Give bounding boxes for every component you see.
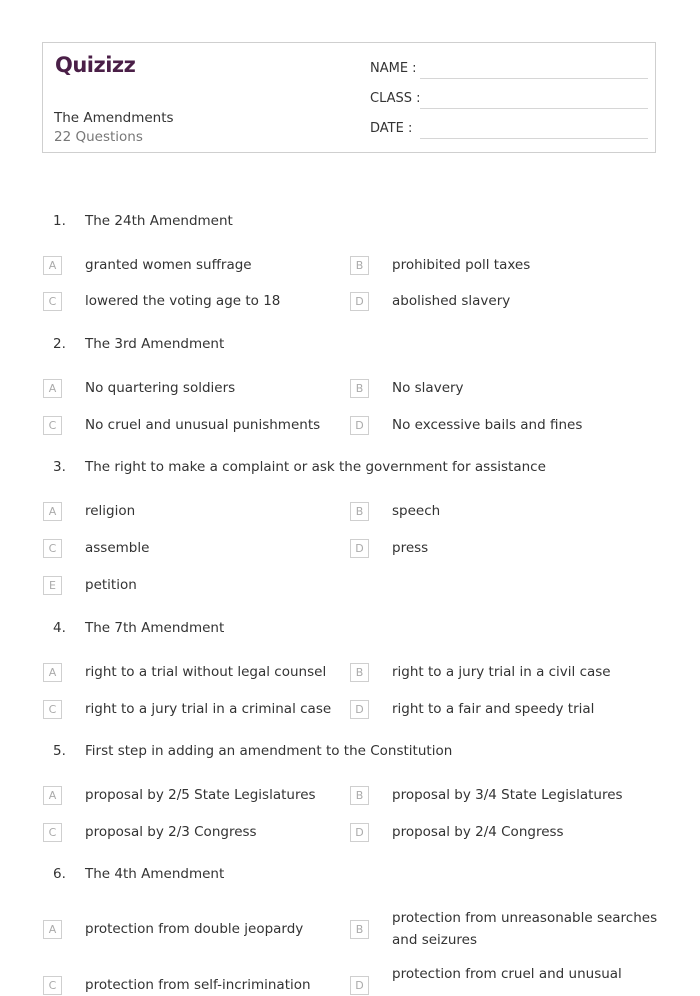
question-1 — [53, 213, 233, 229]
question-text: The 24th Amendment — [85, 213, 233, 229]
option-letter-box: B — [350, 256, 369, 275]
question-count: 22 Questions — [54, 129, 143, 145]
name-line — [420, 78, 648, 79]
option-text: right to a jury trial in a criminal case — [85, 701, 332, 717]
name-label: NAME : — [370, 61, 417, 76]
option-letter-box: B — [350, 920, 369, 939]
name-field[interactable] — [370, 61, 647, 76]
option-text: No slavery — [392, 380, 464, 396]
option-letter-box: D — [350, 976, 369, 995]
question-text: The 4th Amendment — [85, 866, 225, 882]
option-text: protection from unreasonable searches and seizures — [392, 910, 658, 948]
option-text: proposal by 3/4 State Legislatures — [392, 787, 623, 803]
question-number: 3. — [53, 459, 66, 475]
option-text: right to a trial without legal counsel — [85, 664, 327, 680]
option-letter-box: D — [350, 416, 369, 435]
option-letter-box: C — [43, 976, 62, 995]
question-number: 4. — [53, 620, 66, 636]
option-letter-box: A — [43, 256, 62, 275]
option-text: No quartering soldiers — [85, 380, 236, 396]
option-text: proposal by 2/4 Congress — [392, 824, 564, 840]
question-text: The 3rd Amendment — [85, 336, 225, 352]
option-text: speech — [392, 503, 441, 519]
option-letter-box: B — [350, 663, 369, 682]
option-text: No cruel and unusual punishments — [85, 417, 321, 433]
option-letter-box: A — [43, 786, 62, 805]
option-letter-box: D — [350, 292, 369, 311]
option-letter-box: A — [43, 502, 62, 521]
date-label: DATE : — [370, 121, 413, 136]
question-4 — [53, 620, 224, 636]
option-text: religion — [85, 503, 136, 519]
option-text: protection from cruel and unusual — [392, 966, 622, 982]
option-letter-box: D — [350, 700, 369, 719]
option-text: right to a fair and speedy trial — [392, 701, 595, 717]
class-label: CLASS : — [370, 91, 421, 106]
option-text: granted women suffrage — [85, 257, 252, 273]
question-3 — [53, 459, 546, 475]
option-letter-box: B — [350, 502, 369, 521]
option-text: proposal by 2/5 State Legislatures — [85, 787, 316, 803]
question-number: 2. — [53, 336, 66, 352]
option-text: protection from double jeopardy — [85, 921, 304, 937]
option-letter-box: C — [43, 292, 62, 311]
option-text: right to a jury trial in a civil case — [392, 664, 611, 680]
question-number: 1. — [53, 213, 66, 229]
option-letter-box: C — [43, 823, 62, 842]
option-letter-box: A — [43, 663, 62, 682]
option-text: lowered the voting age to 18 — [85, 293, 281, 309]
option-letter-box: B — [350, 786, 369, 805]
question-text: First step in adding an amendment to the Constitution — [85, 743, 453, 759]
option-text: assemble — [85, 540, 150, 556]
option-letter-box: C — [43, 539, 62, 558]
option-text: abolished slavery — [392, 293, 511, 309]
question-number: 5. — [53, 743, 66, 759]
worksheet-header — [42, 42, 656, 153]
option-letter-box: B — [350, 379, 369, 398]
option-text: petition — [85, 577, 137, 593]
question-number: 6. — [53, 866, 66, 882]
option-letter-box: C — [43, 700, 62, 719]
question-text: The 7th Amendment — [85, 620, 225, 636]
worksheet-title: The Amendments — [54, 110, 174, 126]
option-text: protection from self-incrimination — [85, 977, 311, 993]
option-letter-box: A — [43, 920, 62, 939]
class-line — [420, 108, 648, 109]
option-text: No excessive bails and fines — [392, 417, 583, 433]
option-text: proposal by 2/3 Congress — [85, 824, 257, 840]
option-letter-box: A — [43, 379, 62, 398]
date-field[interactable] — [370, 121, 647, 136]
question-5 — [53, 743, 452, 759]
question-6 — [53, 866, 224, 882]
option-letter-box: D — [350, 539, 369, 558]
option-letter-box: E — [43, 576, 62, 595]
option-text: prohibited poll taxes — [392, 257, 531, 273]
option-text: press — [392, 540, 429, 556]
class-field[interactable] — [370, 91, 647, 106]
option-letter-box: D — [350, 823, 369, 842]
date-line — [420, 138, 648, 139]
option-letter-box: C — [43, 416, 62, 435]
question-text: The right to make a complaint or ask the government for assistance — [85, 459, 546, 475]
quizizz-logo: Quizizz — [55, 53, 136, 77]
question-2 — [53, 336, 224, 352]
